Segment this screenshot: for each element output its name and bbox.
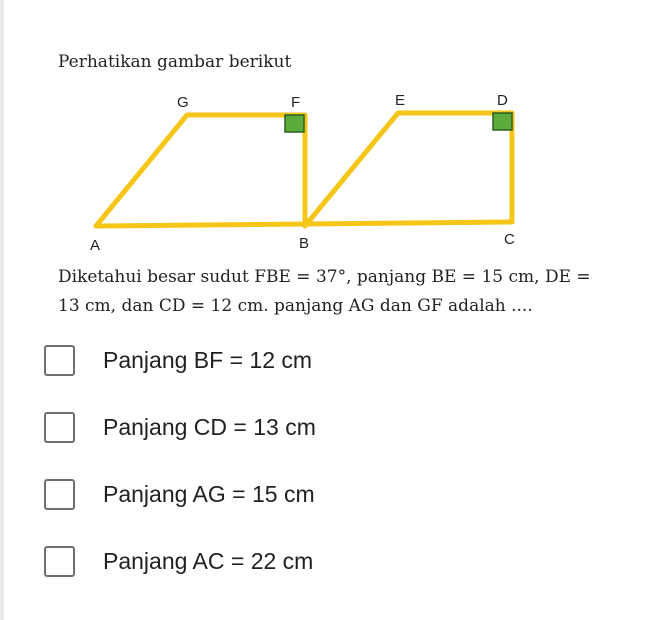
option-2[interactable] [44,412,316,443]
polygon-abfg [96,115,305,226]
right-angle-marker-d [493,113,512,130]
label-e: E [395,92,406,109]
option-1[interactable] [44,345,312,376]
label-c: C [504,231,515,248]
option-3[interactable] [44,479,315,510]
question-line-1: Diketahui besar sudut FBE = 37°, panjang BE = 15 cm, DE = [58,267,591,287]
segment-ac [96,222,512,226]
option-2-label: Panjang CD = 13 cm [103,414,316,440]
right-angle-marker-f [285,115,304,132]
label-a: A [90,237,101,254]
checkbox-option-2[interactable] [44,412,75,443]
checkbox-option-3[interactable] [44,479,75,510]
label-d: D [497,92,508,109]
label-b: B [299,235,310,252]
checkbox-option-1[interactable] [44,345,75,376]
checkbox-option-4[interactable] [44,546,75,577]
option-1-label: Panjang BF = 12 cm [103,347,313,373]
polygon-becd [305,113,512,226]
question-text [58,263,628,321]
geometry-figure [0,0,649,260]
intro-text: Perhatikan gambar berikut [58,52,292,72]
label-f: F [291,94,301,111]
option-4[interactable] [44,546,313,577]
option-4-label: Panjang AC = 22 cm [103,548,314,574]
label-g: G [177,94,189,111]
option-3-label: Panjang AG = 15 cm [103,481,315,507]
question-line-2: 13 cm, dan CD = 12 cm. panjang AG dan GF adalah .... [58,296,533,316]
